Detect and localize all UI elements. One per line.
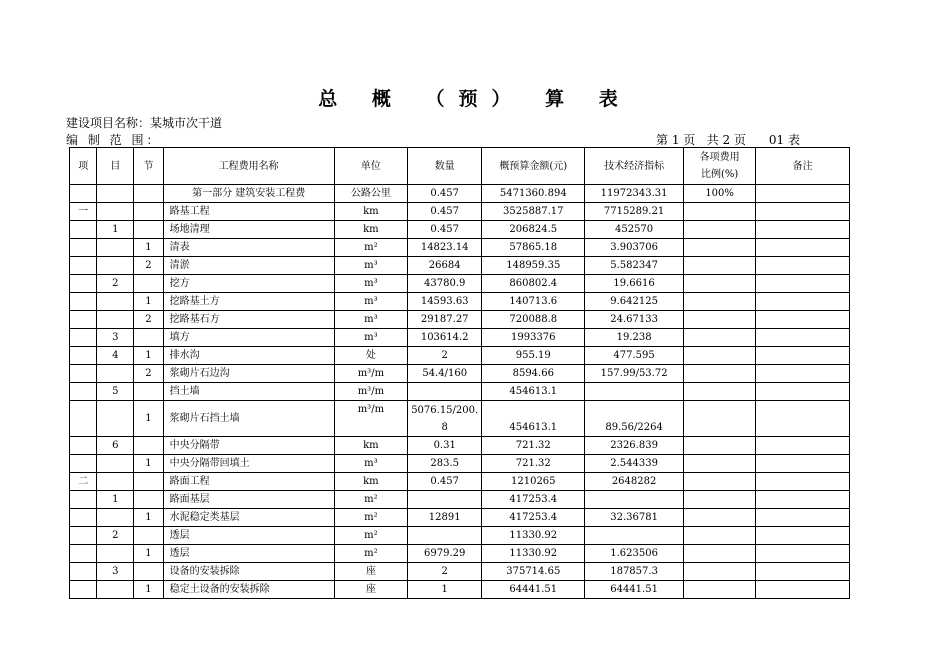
cell-jie: 1 [134,545,164,563]
header-qty: 数量 [408,148,482,185]
cell-ratio [683,545,755,563]
table-body [70,185,850,599]
cell-xiang [70,293,97,311]
cell-jie [134,275,164,293]
cell-index: 1.623506 [585,545,684,563]
cell-index: 2326.839 [585,437,684,455]
cell-xiang [70,257,97,275]
cell-index: 2.544339 [585,455,684,473]
table-row [70,491,850,509]
cell-jie: 2 [134,257,164,275]
cell-qty: 0.457 [408,221,482,239]
cell-unit: 座 [334,581,407,599]
cell-name: 水泥稳定类基层 [163,509,334,527]
cell-ratio [683,473,755,491]
cell-amount: 1993376 [482,329,585,347]
cell-unit: m² [334,545,407,563]
cell-amount: 11330.92 [482,545,585,563]
cell-mu: 6 [97,437,134,455]
table-header-row [70,148,850,185]
table-row [70,329,850,347]
table-row [70,293,850,311]
table-row [70,473,850,491]
cell-mu: 3 [97,329,134,347]
cell-name: 路面基层 [163,491,334,509]
cell-amount: 8594.66 [482,365,585,383]
cell-jie: 1 [134,509,164,527]
table-row [70,563,850,581]
scope-label: 编 制 范 围： [66,133,162,147]
cell-mu: 1 [97,491,134,509]
cell-jie: 1 [134,401,164,437]
cell-jie: 2 [134,311,164,329]
cell-note [756,581,850,599]
cell-jie [134,185,164,203]
cell-name: 清表 [163,239,334,257]
cell-name: 中央分隔带 [163,437,334,455]
page-total: 共 2 页 [706,133,746,147]
cell-jie [134,563,164,581]
cell-unit: m³/m [334,383,407,401]
cell-amount: 720088.8 [482,311,585,329]
cell-name: 挖方 [163,275,334,293]
cell-note [756,527,850,545]
cell-amount: 454613.1 [482,383,585,401]
cell-xiang [70,383,97,401]
cell-xiang [70,491,97,509]
cell-unit: m³ [334,293,407,311]
cell-note [756,365,850,383]
cell-mu [97,293,134,311]
header-amount: 概预算金额(元) [482,148,585,185]
cell-unit: m² [334,509,407,527]
cell-name: 浆砌片石挡土墙 [163,401,334,437]
cell-ratio [683,527,755,545]
cell-amount: 140713.6 [482,293,585,311]
cell-mu [97,239,134,257]
cell-mu [97,185,134,203]
cell-amount: 64441.51 [482,581,585,599]
cell-note [756,257,850,275]
cell-index [585,527,684,545]
cell-mu [97,311,134,329]
cell-jie: 1 [134,455,164,473]
cell-qty: 54.4/160 [408,365,482,383]
header-ratio-line1: 各项费用 [699,152,740,163]
cell-name: 浆砌片石边沟 [163,365,334,383]
table-number: 01 表 [768,133,800,147]
cell-qty: 0.457 [408,473,482,491]
cell-mu: 2 [97,527,134,545]
table-row [70,239,850,257]
table-row [70,527,850,545]
cell-amount: 721.32 [482,437,585,455]
table-row [70,311,850,329]
cell-qty: 2 [408,347,482,365]
table-row [70,221,850,239]
cell-unit: 座 [334,563,407,581]
cell-note [756,203,850,221]
cell-index: 32.36781 [585,509,684,527]
cell-qty: 1 [408,581,482,599]
cell-amount: 206824.5 [482,221,585,239]
cell-index: 24.67133 [585,311,684,329]
cell-note [756,455,850,473]
cell-qty: 0.457 [408,185,482,203]
cell-qty: 2 [408,563,482,581]
page-number: 第 1 页 [656,133,696,147]
cell-index: 89.56/2264 [585,401,684,437]
cell-note [756,437,850,455]
cell-name: 中央分隔带回填土 [163,455,334,473]
page-info [656,131,800,148]
cell-mu [97,257,134,275]
cell-qty: 14823.14 [408,239,482,257]
table-row [70,581,850,599]
cell-amount: 454613.1 [482,401,585,437]
cell-note [756,239,850,257]
cell-mu [97,203,134,221]
cell-amount: 860802.4 [482,275,585,293]
cell-unit: m³ [334,329,407,347]
cell-xiang [70,365,97,383]
cell-index: 477.595 [585,347,684,365]
cell-unit: m³ [334,257,407,275]
cell-unit: m³ [334,455,407,473]
cell-index: 157.99/53.72 [585,365,684,383]
cell-note [756,473,850,491]
cell-ratio [683,311,755,329]
cell-unit: m² [334,527,407,545]
cell-amount: 955.19 [482,347,585,365]
header-ratio [683,148,755,185]
cell-index [585,383,684,401]
cell-mu [97,545,134,563]
cell-xiang [70,563,97,581]
cell-mu [97,365,134,383]
cell-unit: m³ [334,311,407,329]
cell-amount: 148959.35 [482,257,585,275]
cell-unit: km [334,473,407,491]
header-mu: 目 [97,148,134,185]
cell-index: 2648282 [585,473,684,491]
cell-xiang [70,185,97,203]
cell-index [585,491,684,509]
cell-qty: 43780.9 [408,275,482,293]
cell-name: 填方 [163,329,334,347]
table-row [70,257,850,275]
cell-note [756,221,850,239]
cell-unit: km [334,221,407,239]
cell-xiang [70,311,97,329]
table-row [70,455,850,473]
cell-name: 稳定土设备的安装拆除 [163,581,334,599]
cell-jie: 2 [134,365,164,383]
cell-note [756,185,850,203]
cell-amount: 417253.4 [482,509,585,527]
cell-xiang [70,347,97,365]
cell-qty: 29187.27 [408,311,482,329]
cell-mu: 2 [97,275,134,293]
header-xiang: 项 [70,148,97,185]
cell-mu [97,401,134,437]
cell-name: 路面工程 [163,473,334,491]
table-row [70,437,850,455]
cell-ratio [683,509,755,527]
cell-qty: 0.31 [408,437,482,455]
cell-jie [134,473,164,491]
cell-note [756,275,850,293]
cell-ratio [683,203,755,221]
project-line [66,114,222,131]
cell-qty [408,383,482,401]
cell-jie [134,491,164,509]
cell-ratio [683,275,755,293]
cell-ratio [683,581,755,599]
cell-mu: 4 [97,347,134,365]
estimate-table [69,147,850,599]
cell-xiang [70,329,97,347]
cell-note [756,293,850,311]
cell-name: 透层 [163,545,334,563]
cell-note [756,311,850,329]
cell-jie [134,437,164,455]
header-note: 备注 [756,148,850,185]
cell-jie [134,383,164,401]
cell-jie [134,203,164,221]
cell-name: 设备的安装拆除 [163,563,334,581]
cell-ratio [683,239,755,257]
cell-ratio [683,383,755,401]
cell-ratio [683,491,755,509]
cell-note [756,401,850,437]
cell-name: 排水沟 [163,347,334,365]
cell-note [756,491,850,509]
cell-amount: 57865.18 [482,239,585,257]
cell-mu [97,455,134,473]
cell-ratio: 100% [683,185,755,203]
header-unit: 单位 [334,148,407,185]
cell-ratio [683,221,755,239]
cell-unit: m³/m [334,401,407,437]
header-jie: 节 [134,148,164,185]
cell-xiang [70,509,97,527]
cell-note [756,563,850,581]
cell-amount: 417253.4 [482,491,585,509]
cell-mu: 5 [97,383,134,401]
table-row [70,401,850,437]
cell-index: 5.582347 [585,257,684,275]
cell-jie: 1 [134,581,164,599]
cell-unit: m³/m [334,365,407,383]
cell-name: 透层 [163,527,334,545]
cell-name: 挡土墙 [163,383,334,401]
cell-ratio [683,437,755,455]
cell-index: 7715289.21 [585,203,684,221]
table-row [70,545,850,563]
cell-amount: 5471360.894 [482,185,585,203]
page-title: 总 概 （预） 算 表 [318,88,632,110]
cell-name: 挖路基土方 [163,293,334,311]
table-row [70,275,850,293]
cell-amount: 11330.92 [482,527,585,545]
cell-note [756,347,850,365]
cell-note [756,509,850,527]
header-ratio-line2: 比例(%) [700,169,739,180]
cell-unit: km [334,203,407,221]
cell-xiang [70,545,97,563]
cell-qty [408,527,482,545]
cell-index: 3.903706 [585,239,684,257]
cell-xiang [70,275,97,293]
cell-note [756,329,850,347]
cell-qty: 14593.63 [408,293,482,311]
table-row [70,365,850,383]
cell-unit: m³ [334,275,407,293]
cell-mu [97,473,134,491]
cell-xiang: 一 [70,203,97,221]
cell-index: 452570 [585,221,684,239]
qty-line1: 5076.15/200. [411,404,479,416]
table-row [70,509,850,527]
cell-ratio [683,347,755,365]
cell-name: 第一部分 建筑安装工程费 [163,185,334,203]
cell-ratio [683,563,755,581]
cell-index: 19.238 [585,329,684,347]
cell-name: 场地清理 [163,221,334,239]
cell-ratio [683,257,755,275]
cell-amount: 3525887.17 [482,203,585,221]
cell-ratio [683,293,755,311]
cell-jie [134,527,164,545]
cell-index: 187857.3 [585,563,684,581]
cell-unit: m² [334,239,407,257]
header-index: 技术经济指标 [585,148,684,185]
project-label: 建设项目名称： [66,116,151,130]
cell-xiang [70,401,97,437]
cell-jie [134,221,164,239]
cell-qty: 6979.29 [408,545,482,563]
cell-xiang [70,581,97,599]
cell-xiang [70,455,97,473]
cell-amount: 375714.65 [482,563,585,581]
cell-qty: 283.5 [408,455,482,473]
table-row [70,383,850,401]
cell-qty [408,491,482,509]
cell-qty [408,401,482,437]
cell-name: 挖路基石方 [163,311,334,329]
cell-mu [97,581,134,599]
cell-mu: 1 [97,221,134,239]
table-row [70,347,850,365]
qty-line2: 8 [441,421,448,433]
cell-note [756,545,850,563]
table-row [70,203,850,221]
header-name: 工程费用名称 [163,148,334,185]
cell-jie: 1 [134,293,164,311]
cell-qty: 0.457 [408,203,482,221]
cell-xiang [70,239,97,257]
cell-ratio [683,455,755,473]
cell-jie: 1 [134,239,164,257]
cell-unit: 处 [334,347,407,365]
cell-xiang [70,437,97,455]
cell-index: 11972343.31 [585,185,684,203]
cell-unit: km [334,437,407,455]
cell-index: 9.642125 [585,293,684,311]
cell-xiang [70,221,97,239]
cell-index: 64441.51 [585,581,684,599]
cell-qty: 26684 [408,257,482,275]
cell-unit: m² [334,491,407,509]
cell-jie [134,329,164,347]
cell-xiang: 二 [70,473,97,491]
cell-note [756,383,850,401]
cell-amount: 721.32 [482,455,585,473]
cell-mu: 3 [97,563,134,581]
project-name: 某城市次干道 [150,116,223,130]
cell-qty: 103614.2 [408,329,482,347]
cell-mu [97,509,134,527]
cell-qty: 12891 [408,509,482,527]
cell-index: 19.6616 [585,275,684,293]
cell-ratio [683,329,755,347]
table-row [70,185,850,203]
cell-jie: 1 [134,347,164,365]
cell-name: 清淤 [163,257,334,275]
cell-unit: 公路公里 [334,185,407,203]
cell-name: 路基工程 [163,203,334,221]
cell-amount: 1210265 [482,473,585,491]
cell-ratio [683,401,755,437]
cell-xiang [70,527,97,545]
cell-ratio [683,365,755,383]
